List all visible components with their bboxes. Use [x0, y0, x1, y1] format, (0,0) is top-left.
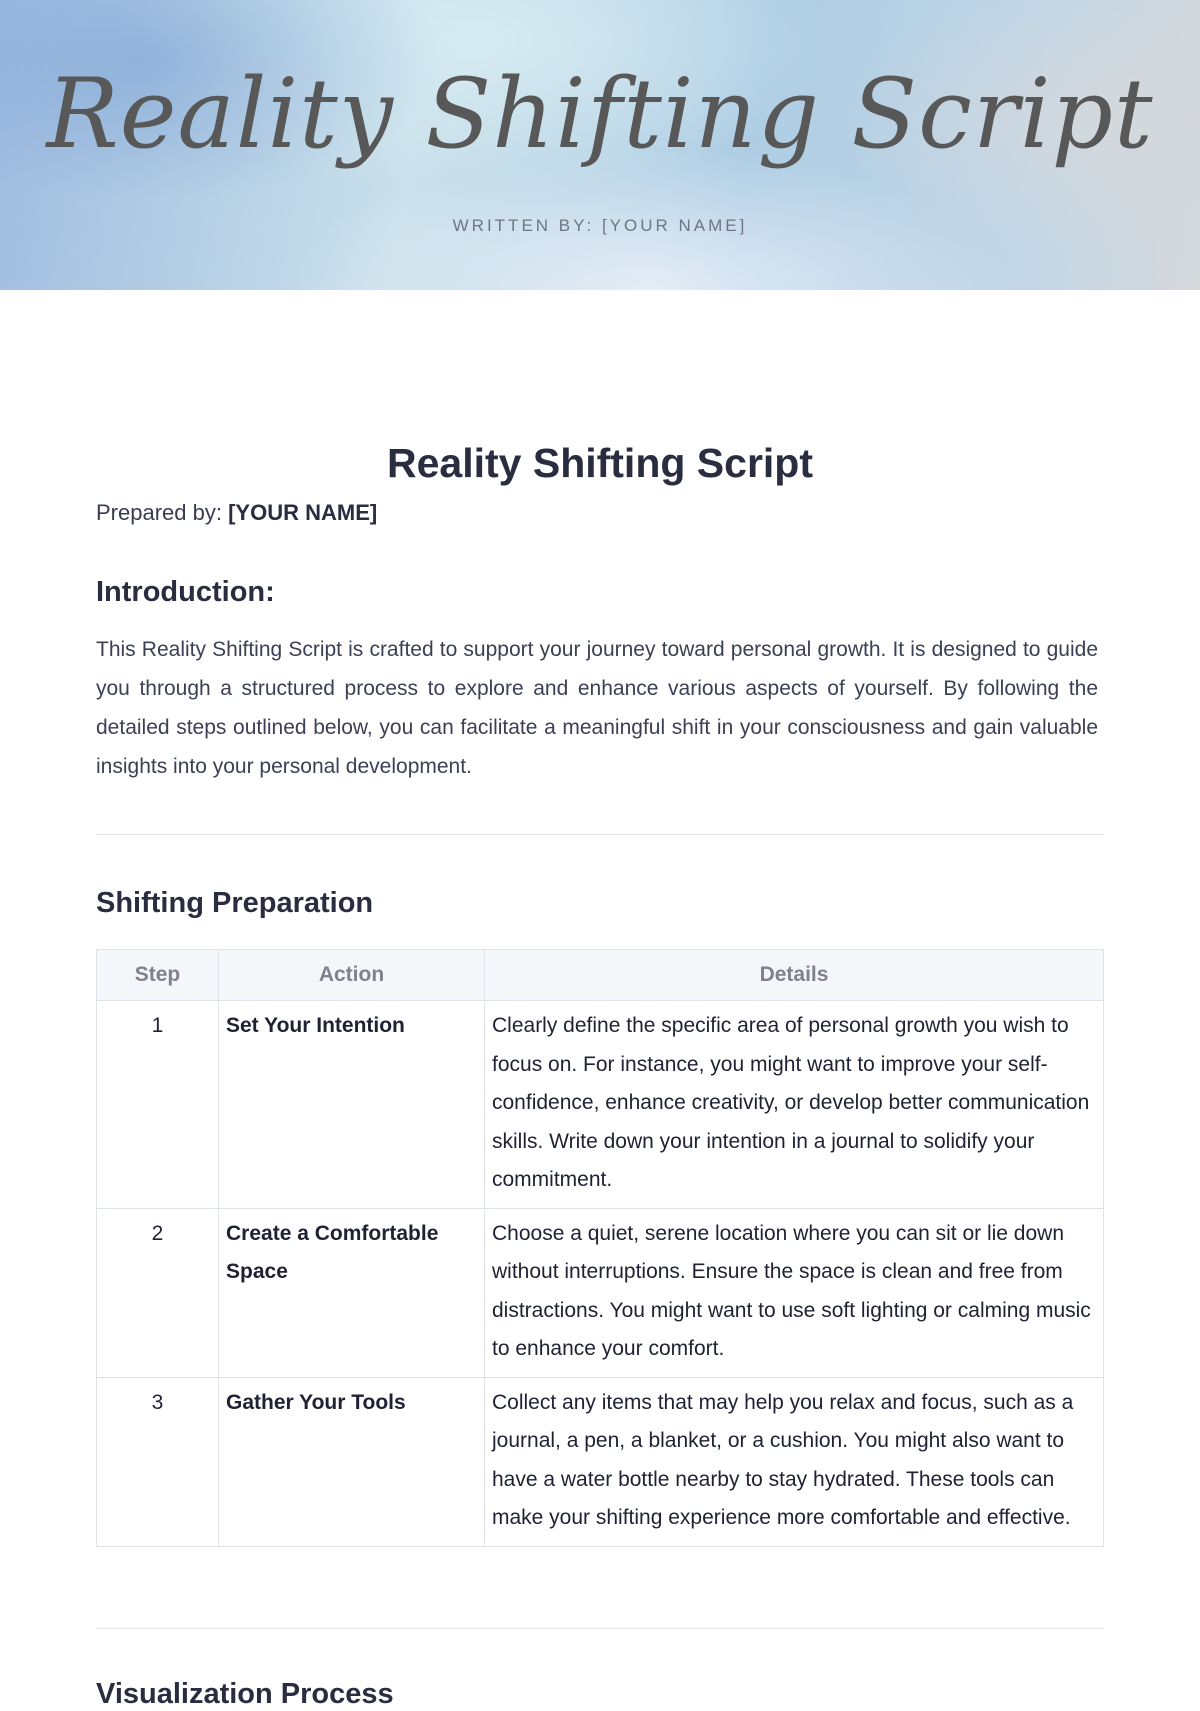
action-cell: Gather Your Tools — [219, 1377, 485, 1546]
section-divider — [96, 1628, 1104, 1629]
details-cell: Choose a quiet, serene location where you can sit or lie down without interruptions. Ensure the space is clean and free from distractions. You might want to use soft lighting or calming music to enhance your comfort. — [485, 1208, 1104, 1377]
banner-subtitle: WRITTEN BY: [YOUR NAME] — [452, 216, 748, 235]
table-header-row — [97, 950, 1104, 1001]
visualization-heading: Visualization Process — [96, 1678, 394, 1710]
table-row — [97, 1001, 1104, 1209]
action-cell: Set Your Intention — [219, 1001, 485, 1209]
preparation-table — [96, 949, 1104, 1547]
table-row — [97, 1208, 1104, 1377]
section-divider — [96, 834, 1104, 835]
step-cell: 2 — [97, 1208, 219, 1377]
action-cell: Create a Comfortable Space — [219, 1208, 485, 1377]
column-header-step: Step — [97, 950, 219, 1001]
step-cell: 3 — [97, 1377, 219, 1546]
details-cell: Collect any items that may help you relax and focus, such as a journal, a pen, a blanket, or a cushion. You might also want to have a water bottle nearby to stay hydrated. These tools can make your shifting experience more comfortable and effective. — [485, 1377, 1104, 1546]
preparation-heading: Shifting Preparation — [96, 887, 374, 919]
column-header-action: Action — [219, 950, 485, 1001]
prepared-by-label: Prepared by: — [96, 500, 222, 525]
introduction-heading: Introduction: — [96, 576, 275, 608]
introduction-text: This Reality Shifting Script is crafted to support your journey toward personal growth. It is designed to guide you through a structured process to explore and enhance various aspects of yourself. By following the detailed steps outlined below, you can facilitate a meaningful shift in your consciousness and gain valuable insights into your personal development. — [96, 638, 1098, 778]
prepared-by — [96, 500, 377, 526]
page-title: Reality Shifting Script — [387, 440, 813, 486]
column-header-details: Details — [485, 950, 1104, 1001]
table-row — [97, 1377, 1104, 1546]
header-banner — [0, 0, 1200, 290]
prepared-by-value: [YOUR NAME] — [228, 500, 378, 525]
details-cell: Clearly define the specific area of personal growth you wish to focus on. For instance, you might want to improve your self-confidence, enhance creativity, or develop better communication skills. Write down your intention in a journal to solidify your commitment. — [485, 1001, 1104, 1209]
banner-title: Reality Shifting Script — [46, 58, 1154, 170]
step-cell: 1 — [97, 1001, 219, 1209]
